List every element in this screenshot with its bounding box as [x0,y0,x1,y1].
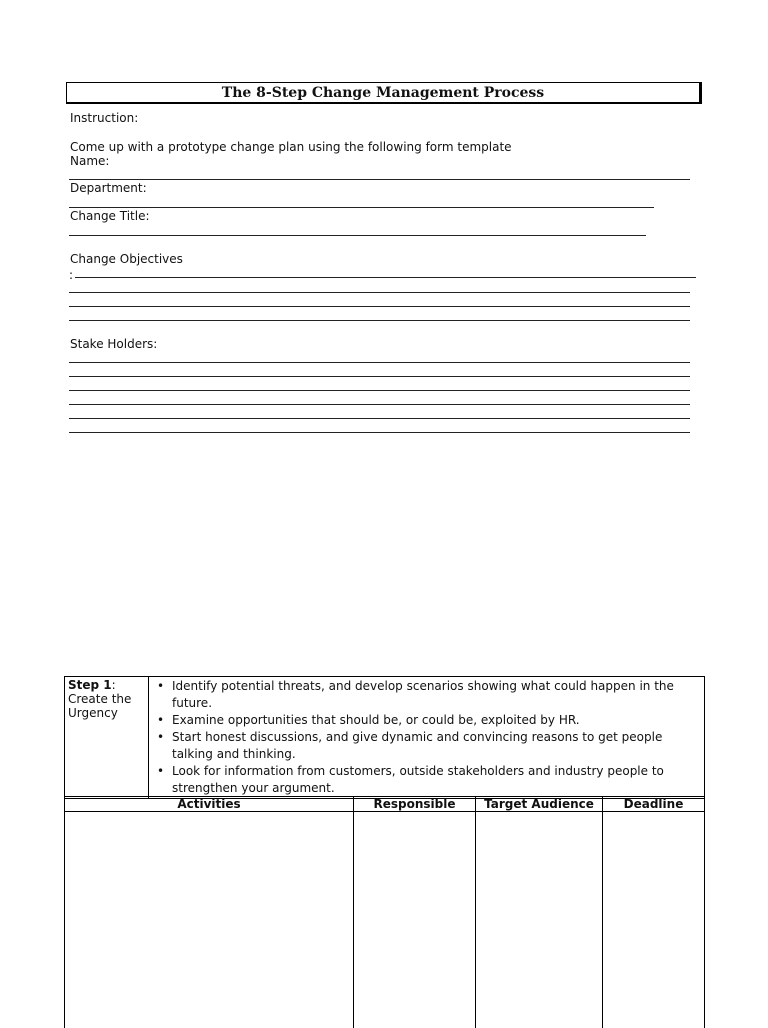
step-1-table [64,676,705,799]
step-1-name: Create the Urgency [68,692,131,720]
step-1-bullets-cell [149,677,705,799]
bullet-item: • Start honest discussions, and give dynamic and convincing reasons to get people talking and thinking. [172,729,701,763]
department-line[interactable] [69,207,654,208]
instruction-text: Come up with a prototype change plan using the following form template [70,140,512,154]
stakeholders-line[interactable] [69,418,690,419]
stakeholders-line[interactable] [69,432,690,433]
stakeholders-line[interactable] [69,404,690,405]
step-1-label: Step 1 [68,678,112,692]
bullet-item: • Examine opportunities that should be, or could be, exploited by HR. [172,712,701,729]
target-audience-cell[interactable] [476,812,603,1028]
objectives-colon: : [69,268,73,282]
change-title-line[interactable] [69,235,646,236]
stakeholders-line[interactable] [69,362,690,363]
bullet-item: • Identify potential threats, and develop scenarios showing what could happen in the future. [172,678,701,712]
column-header-activities: Activities [65,797,354,812]
department-label: Department: [70,181,147,195]
objectives-line[interactable] [69,292,690,293]
name-label: Name: [70,154,109,168]
column-header-deadline: Deadline [603,797,705,812]
column-header-responsible: Responsible [354,797,476,812]
objectives-line[interactable] [69,320,690,321]
objectives-line[interactable] [75,277,696,278]
step-1-colon: : [112,678,116,692]
stakeholders-line[interactable] [69,376,690,377]
stakeholders-line[interactable] [69,390,690,391]
change-objectives-label: Change Objectives [70,252,183,266]
name-line[interactable] [69,179,690,180]
column-header-target-audience: Target Audience [476,797,603,812]
deadline-cell[interactable] [603,812,705,1028]
stake-holders-label: Stake Holders: [70,337,157,351]
bullet-item: • Look for information from customers, outside stakeholders and industry people to strengthen your argument. [172,763,701,797]
step-1-bullet-list [152,678,701,797]
responsible-cell[interactable] [354,812,476,1028]
objectives-line[interactable] [69,306,690,307]
activities-cell[interactable] [65,812,354,1028]
change-title-label: Change Title: [70,209,150,223]
activities-table [64,796,705,1028]
document-title: The 8-Step Change Management Process [66,82,702,104]
instruction-label: Instruction: [70,111,138,125]
step-1-cell [65,677,149,799]
